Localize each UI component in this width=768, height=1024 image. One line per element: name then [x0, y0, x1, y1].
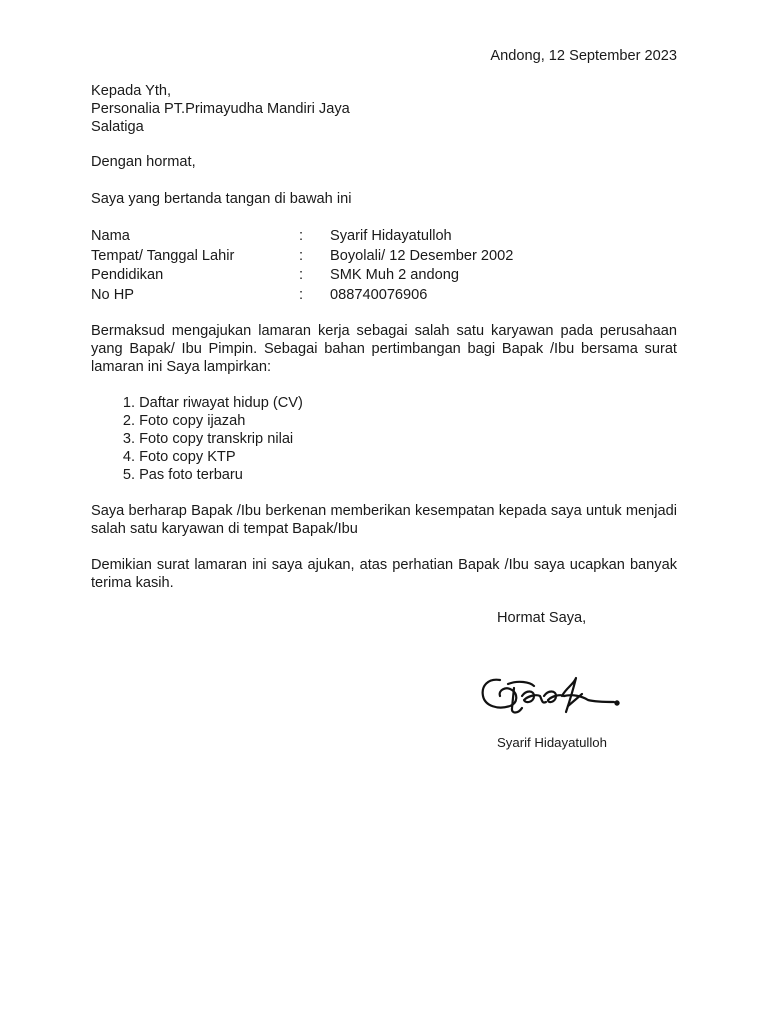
- recipient-block: [91, 82, 350, 136]
- detail-value: Syarif Hidayatulloh: [330, 228, 452, 244]
- list-item: [91, 412, 303, 430]
- attachment-list: [91, 394, 303, 484]
- detail-value: Boyolali/ 12 Desember 2002: [330, 247, 514, 264]
- recipient-company: Personalia PT.Primayudha Mandiri Jaya: [91, 101, 350, 117]
- purpose-paragraph: Bermaksud mengajukan lamaran kerja sebagai salah satu karyawan pada perusahaan yang Bapak/ Ibu Pimpin. Sebagai bahan pertimbangan bagi Bapak /Ibu bersama surat lamaran ini Saya lampirkan:: [91, 323, 677, 375]
- list-text: Foto copy KTP: [139, 449, 236, 465]
- detail-label: Nama: [91, 228, 130, 244]
- list-text: Pas foto terbaru: [139, 467, 243, 483]
- list-item: [91, 466, 303, 484]
- list-number: 1.: [122, 395, 135, 411]
- detail-separator: :: [299, 287, 304, 304]
- place-date: Andong, 12 September 2023: [490, 48, 677, 64]
- detail-separator: :: [299, 228, 304, 244]
- list-item: [91, 394, 303, 412]
- detail-label: Pendidikan: [91, 267, 164, 284]
- list-text: Foto copy transkrip nilai: [139, 431, 294, 447]
- list-number: 5.: [122, 467, 135, 483]
- applicant-details: [91, 227, 513, 306]
- list-number: 3.: [122, 431, 135, 447]
- list-text: Foto copy ijazah: [139, 413, 246, 429]
- list-item: [91, 430, 303, 448]
- recipient-salutation: Kepada Yth,: [91, 83, 172, 99]
- closing-paragraph: Demikian surat lamaran ini saya ajukan, atas perhatian Bapak /Ibu saya ucapkan banyak terima kasih.: [91, 557, 677, 591]
- detail-row-birth: [91, 247, 513, 267]
- list-item: [91, 448, 303, 466]
- list-number: 4.: [122, 449, 135, 465]
- signer-name: Syarif Hidayatulloh: [497, 735, 607, 750]
- handwritten-signature: [478, 666, 624, 722]
- hope-paragraph: Saya berharap Bapak /Ibu berkenan memberikan kesempatan kepada saya untuk menjadi salah satu karyawan di tempat Bapak/Ibu: [91, 503, 677, 537]
- detail-label: No HP: [91, 287, 134, 304]
- detail-separator: :: [299, 247, 304, 264]
- closing-salutation: Hormat Saya,: [497, 610, 587, 626]
- detail-row-phone: [91, 286, 513, 306]
- detail-row-name: [91, 227, 513, 247]
- list-text: Daftar riwayat hidup (CV): [139, 395, 303, 411]
- intro-sentence: Saya yang bertanda tangan di bawah ini: [91, 191, 352, 207]
- detail-label: Tempat/ Tanggal Lahir: [91, 247, 235, 264]
- detail-separator: :: [299, 267, 304, 284]
- detail-value: 088740076906: [330, 287, 428, 304]
- detail-row-education: [91, 266, 513, 286]
- greeting: Dengan hormat,: [91, 154, 196, 170]
- recipient-city: Salatiga: [91, 119, 144, 135]
- detail-value: SMK Muh 2 andong: [330, 267, 459, 284]
- list-number: 2.: [122, 413, 135, 429]
